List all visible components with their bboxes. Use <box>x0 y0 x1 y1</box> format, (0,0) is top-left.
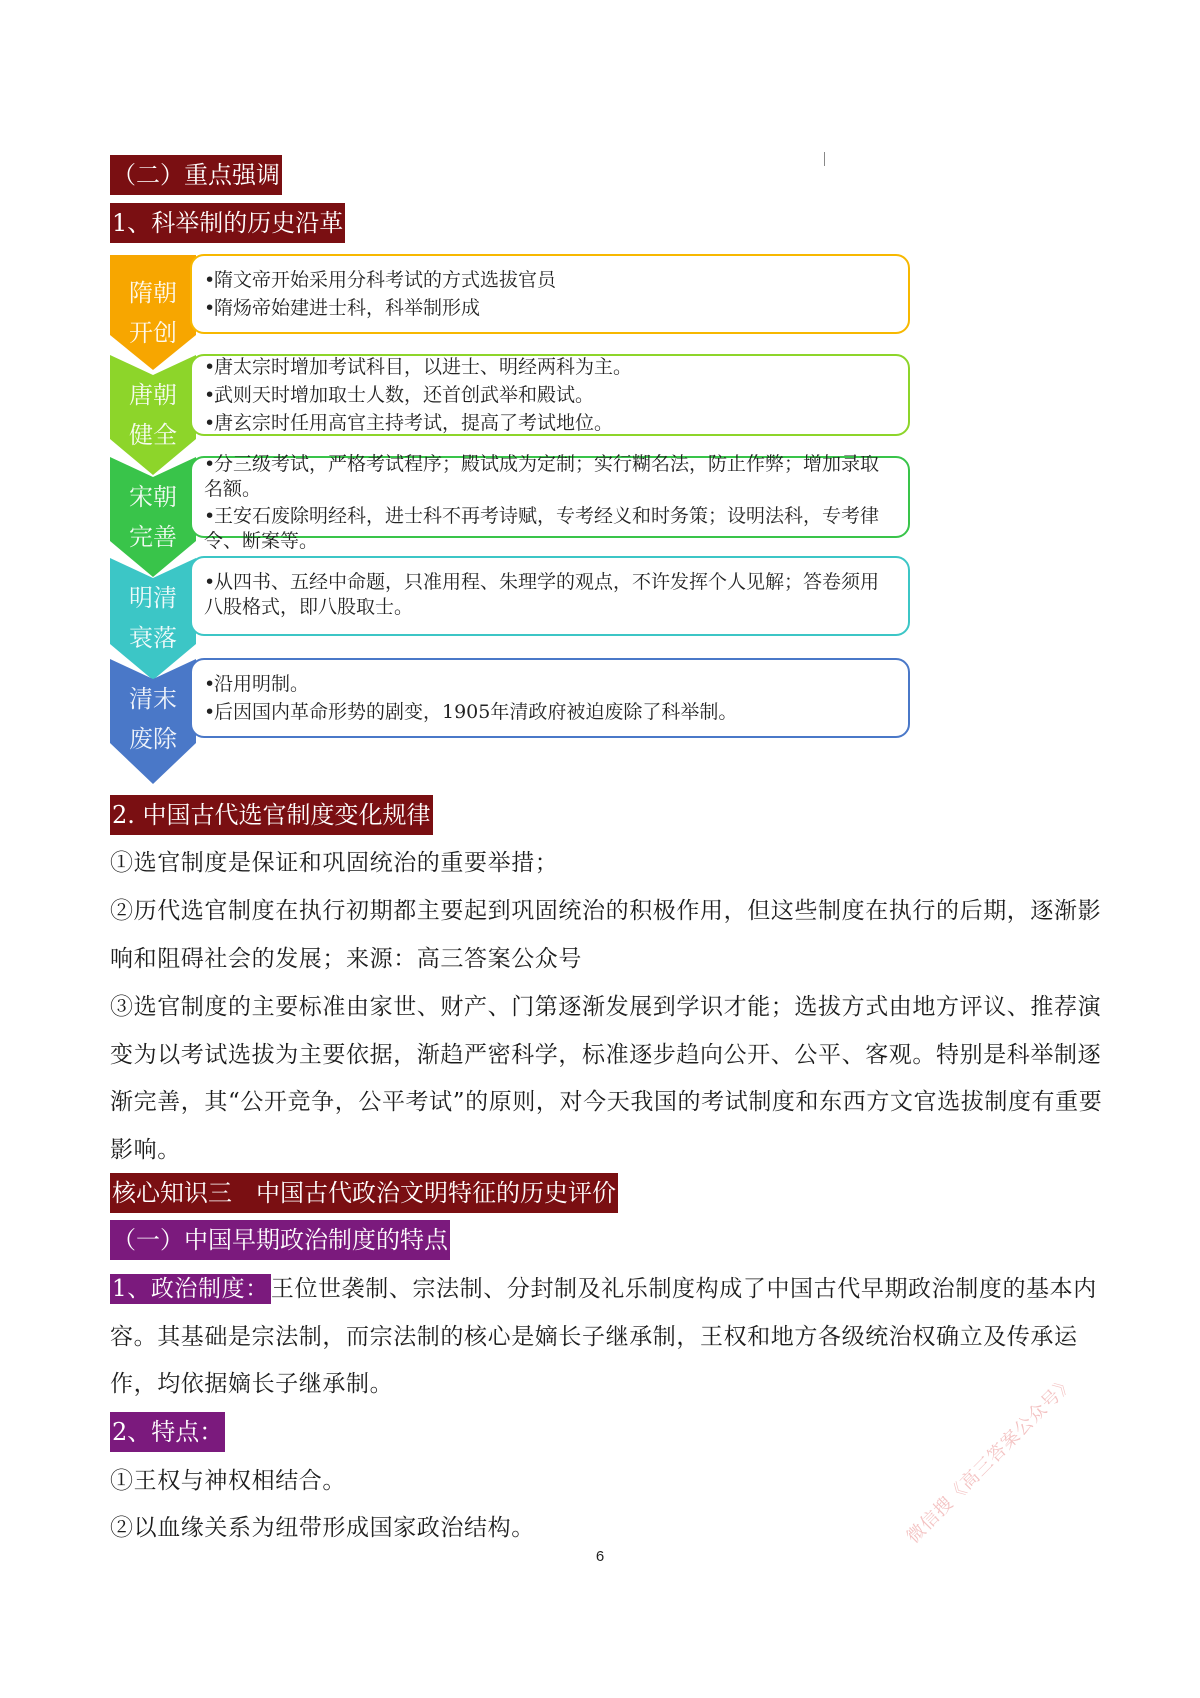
heading-keju-history: 1、科举制的历史沿革 <box>110 203 345 243</box>
chevron-label: 废除 <box>129 725 177 753</box>
timeline-item: •隋文帝开始采用分科考试的方式选拔官员 <box>204 269 557 291</box>
timeline-item: •分三级考试，严格考试程序；殿试成为定制；实行糊名法，防止作弊；增加录取名额。 <box>204 453 880 500</box>
heading-focus: （二）重点强调 <box>110 155 282 195</box>
timeline-item: •武则天时增加取士人数，还首创武举和殿试。 <box>204 384 595 406</box>
chevron-label: 健全 <box>129 421 177 449</box>
timeline-box-mingqing <box>190 556 910 636</box>
politics-text: 王位世袭制、宗法制、分封制及礼乐制度构成了中国古代早期政治制度的基本内容。其基础是宗法制，而宗法制的核心是嫡长子继承制，王权和地方各级统治权确立及传承运作，均依据嫡长子继承制。 <box>110 1276 1097 1397</box>
timeline-item: •沿用明制。 <box>204 673 310 695</box>
heading-features: 2、特点： <box>110 1412 225 1452</box>
timeline-item: •唐太宗时增加考试科目，以进士、明经两科为主。 <box>204 356 633 378</box>
chevron-label: 衰落 <box>129 624 177 652</box>
chevron-sui <box>110 255 196 370</box>
heading-early-politics: （一）中国早期政治制度的特点 <box>110 1220 450 1260</box>
heading-core-knowledge-3: 核心知识三 中国古代政治文明特征的历史评价 <box>110 1173 618 1213</box>
politics-paragraph <box>110 1266 1110 1409</box>
chevron-lateqing <box>110 659 196 784</box>
rule-paragraph-1: ①选官制度是保证和巩固统治的重要举措； <box>110 850 559 876</box>
watermark: 微信搜《高三答案公众号》 <box>902 1371 1079 1548</box>
chevron-label: 隋朝 <box>129 279 177 307</box>
heading-selection-rule: 2. 中国古代选官制度变化规律 <box>110 795 433 835</box>
chevron-label: 清末 <box>129 685 177 713</box>
timeline-box-lateqing <box>190 658 910 738</box>
timeline-item: •从四书、五经中命题，只准用程、朱理学的观点，不许发挥个人见解；答卷须用八股格式，即八股取士。 <box>204 571 880 618</box>
rule-paragraph-2: ②历代选官制度在执行初期都主要起到巩固统治的积极作用，但这些制度在执行的后期，逐渐影响和阻碍社会的发展；来源：高三答案公众号 <box>110 898 1102 972</box>
timeline-item: •王安石废除明经科，进士科不再考诗赋，专考经义和时务策；设明法科，专考律令、断案等。 <box>204 505 880 552</box>
chevron-label: 开创 <box>129 319 177 347</box>
timeline-box-song <box>190 453 910 552</box>
feature-1: ①王权与神权相结合。 <box>110 1468 346 1494</box>
margin-mark <box>824 152 825 166</box>
politics-label: 1、政治制度： <box>112 1276 269 1302</box>
timeline-item: •隋炀帝始建进士科，科举制形成 <box>204 297 481 319</box>
timeline-item: •唐玄宗时任用高官主持考试，提高了考试地位。 <box>204 412 614 434</box>
rule-paragraph-3: ③选官制度的主要标准由家世、财产、门第逐渐发展到学识才能；选拔方式由地方评议、推荐演变为以考试选拔为主要依据，渐趋严密科学，标准逐步趋向公开、公平、客观。特别是科举制逐渐完善，其“公开竞争，公平考试”的原则，对今天我国的考试制度和东西方文官选拔制度有重要影响。 <box>110 994 1103 1163</box>
timeline-item: •后因国内革命形势的剧变，1905年清政府被迫废除了科举制。 <box>204 701 738 723</box>
chevron-label: 唐朝 <box>129 381 177 409</box>
page-number: 6 <box>595 1548 605 1565</box>
chevron-label: 完善 <box>129 523 177 551</box>
chevron-label: 明清 <box>129 584 177 612</box>
feature-2: ②以血缘关系为纽带形成国家政治结构。 <box>110 1515 535 1541</box>
timeline-box-tang <box>190 354 910 436</box>
timeline-box-sui <box>190 254 910 334</box>
chevron-label: 宋朝 <box>129 483 177 511</box>
